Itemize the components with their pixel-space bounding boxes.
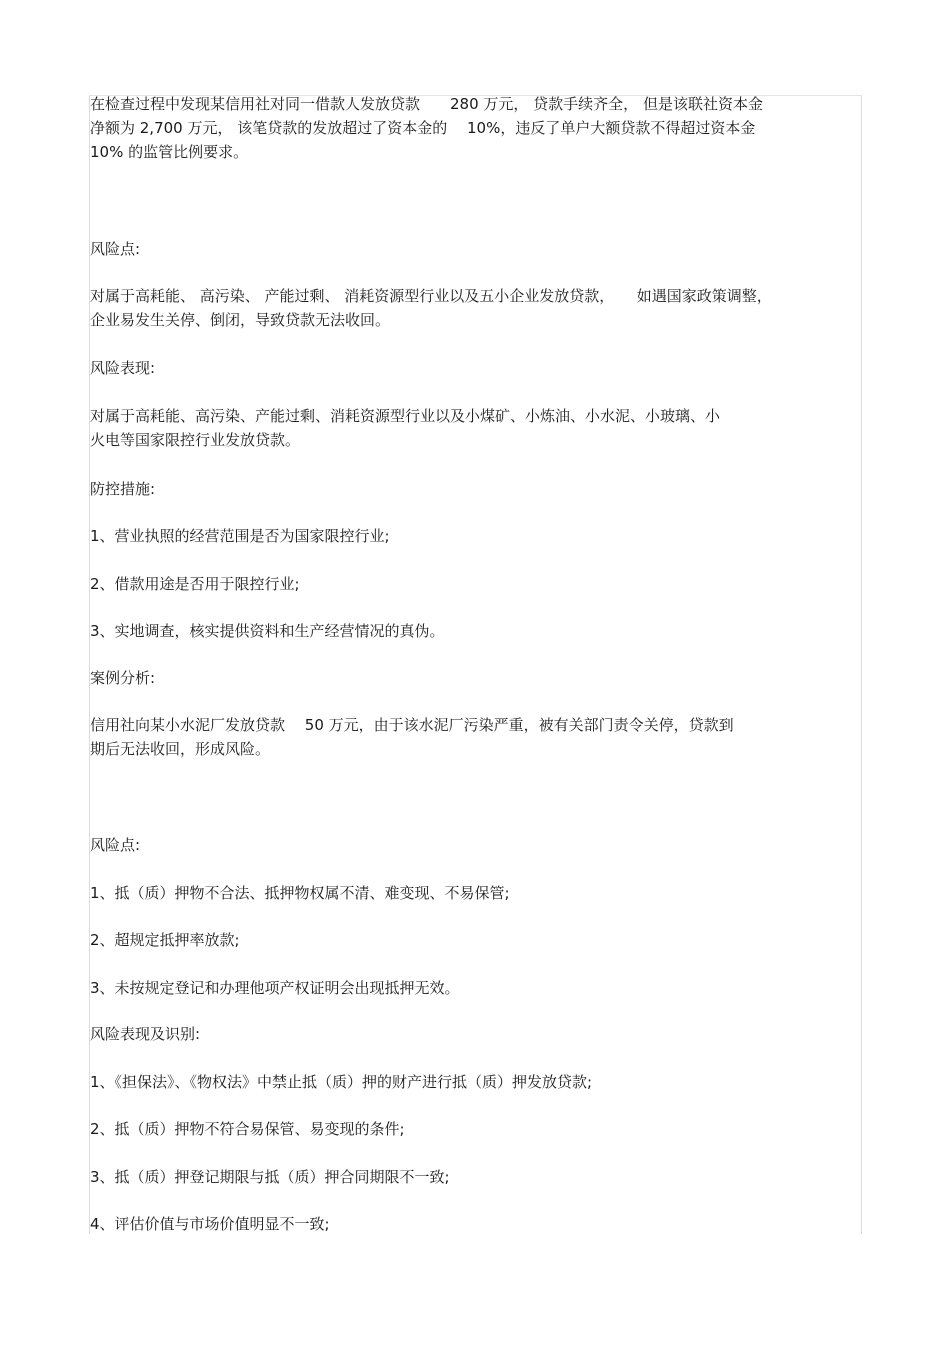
- list-item-identification-2: [90, 1117, 850, 1141]
- list-item-control-1: [90, 524, 850, 548]
- text-line: 10% 的监管比例要求。: [90, 143, 249, 161]
- page-frame: [89, 95, 862, 1234]
- text-line: 风险点:: [90, 836, 141, 854]
- heading-risk-point-2: [90, 833, 850, 857]
- list-item-risk-3: [90, 976, 850, 1000]
- text-line: 防控措施:: [90, 480, 156, 498]
- heading-risk-identification: [90, 1022, 850, 1046]
- list-item-risk-1: [90, 881, 850, 905]
- paragraph-case-1: [90, 92, 850, 164]
- text-line: 企业易发生关停、倒闭，导致贷款无法收回。: [90, 311, 391, 329]
- text-line: 3、未按规定登记和办理他项产权证明会出现抵押无效。: [90, 979, 460, 997]
- text-line: 1、抵（质）押物不合法、抵押物权属不清、难变现、不易保管;: [90, 884, 510, 902]
- text-line: 案例分析:: [90, 669, 156, 687]
- list-item-identification-3: [90, 1165, 850, 1189]
- text-line: 3、抵（质）押登记期限与抵（质）押合同期限不一致;: [90, 1168, 450, 1186]
- paragraph-risk-point: [90, 284, 850, 332]
- text-line: 2、借款用途是否用于限控行业;: [90, 575, 300, 593]
- list-item-control-2: [90, 572, 850, 596]
- text-line: 2、抵（质）押物不符合易保管、易变现的条件;: [90, 1120, 405, 1138]
- text-line: 风险表现:: [90, 359, 156, 377]
- text-line: 风险表现及识别:: [90, 1025, 201, 1043]
- text-line: 期后无法收回，形成风险。: [90, 740, 271, 758]
- text-line: 4、评估价值与市场价值明显不一致;: [90, 1215, 330, 1233]
- heading-risk-point: [90, 237, 850, 261]
- text-line: 1、《担保法》、《物权法》中禁止抵（质）押的财产进行抵（质）押发放贷款;: [90, 1073, 593, 1091]
- heading-risk-expression: [90, 356, 850, 380]
- paragraph-case-analysis: [90, 713, 850, 761]
- text-line: 对属于高耗能、高污染、产能过剩、消耗资源型行业以及小煤矿、小炼油、小水泥、小玻璃、小: [90, 407, 721, 425]
- heading-controls: [90, 477, 850, 501]
- text-line: 风险点:: [90, 240, 141, 258]
- list-item-identification-1: [90, 1070, 850, 1094]
- text-line: 2、超规定抵押率放款;: [90, 931, 240, 949]
- text-line: 信用社向某小水泥厂发放贷款 50 万元，由于该水泥厂污染严重，被有关部门责令关停，贷款到: [90, 716, 734, 734]
- text-line: 1、营业执照的经营范围是否为国家限控行业;: [90, 527, 390, 545]
- list-item-control-3: [90, 619, 850, 643]
- text-line: 火电等国家限控行业发放贷款。: [90, 431, 301, 449]
- heading-case-analysis: [90, 666, 850, 690]
- text-line: 净额为 2,700 万元， 该笔贷款的发放超过了资本金的 10%，违反了单户大额贷款不得超过资本金: [90, 119, 756, 137]
- text-line: 对属于高耗能、 高污染、 产能过剩、 消耗资源型行业以及五小企业发放贷款， 如遇国家政策调整，: [90, 287, 772, 305]
- text-line: 在检查过程中发现某信用社对同一借款人发放贷款 280 万元， 贷款手续齐全， 但是该联社资本金: [90, 95, 763, 113]
- list-item-identification-4: [90, 1212, 850, 1236]
- text-line: 3、实地调查，核实提供资料和生产经营情况的真伪。: [90, 622, 445, 640]
- list-item-risk-2: [90, 928, 850, 952]
- paragraph-risk-expression: [90, 404, 850, 452]
